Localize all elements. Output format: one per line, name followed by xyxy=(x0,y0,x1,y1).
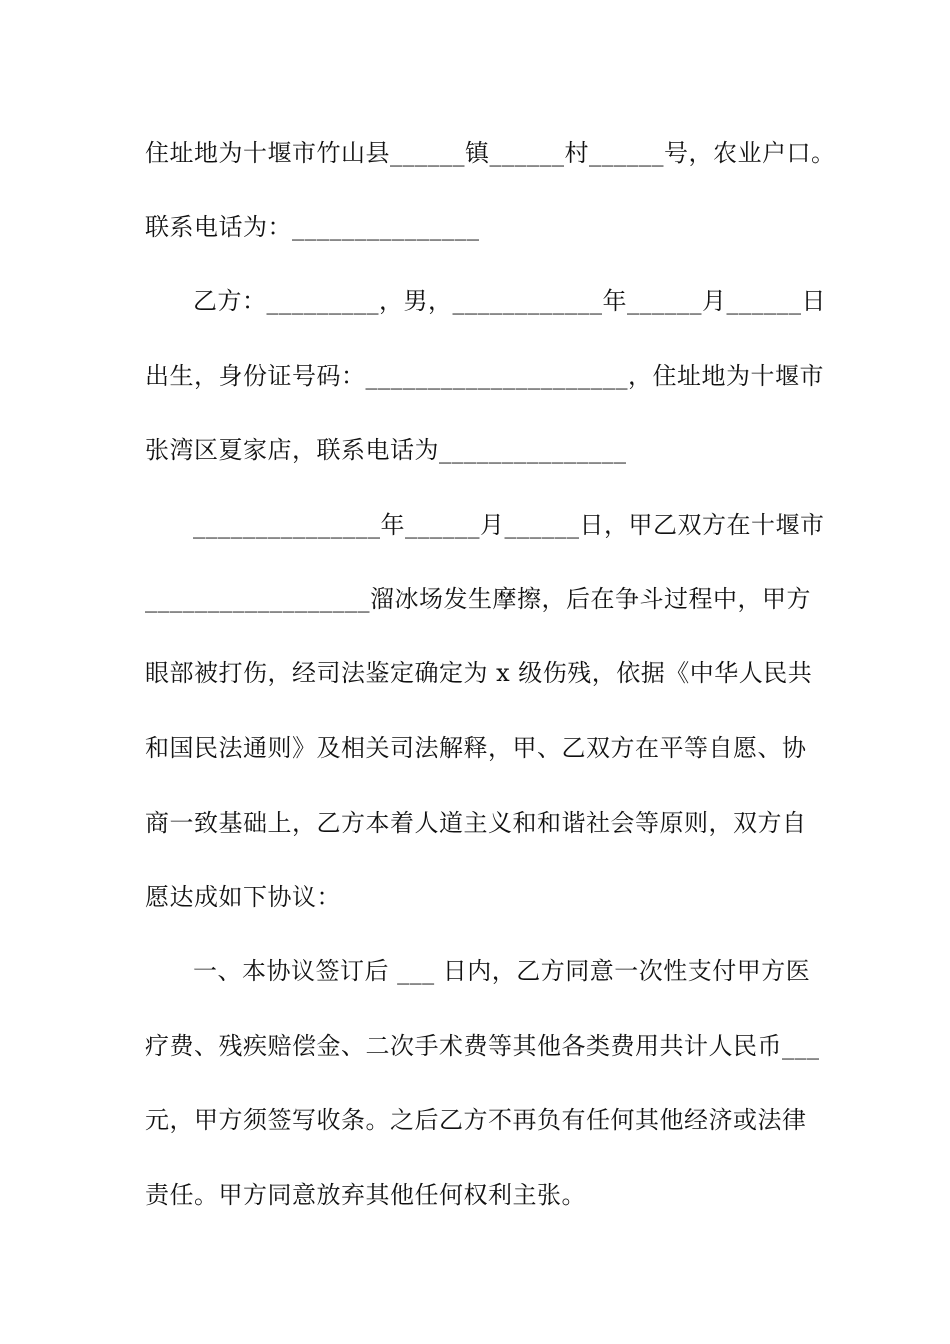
text-line: 元，甲方须签写收条。之后乙方不再负有任何其他经济或法律 xyxy=(145,1106,807,1134)
text-line: _______________年______月______日，甲乙双方在十堰市 xyxy=(193,511,825,539)
text-line: 眼部被打伤，经司法鉴定确定为 x 级伤残，依据《中华人民共 xyxy=(145,659,813,687)
text-line: 一、本协议签订后 ___ 日内，乙方同意一次性支付甲方医 xyxy=(193,957,811,985)
text-line: 住址地为十堰市竹山县______镇______村______号，农业户口。 xyxy=(145,139,836,167)
text-line: 商一致基础上，乙方本着人道主义和和谐社会等原则，双方自 xyxy=(145,809,807,837)
text-line: 联系电话为：_______________ xyxy=(145,213,480,241)
text-line: __________________溜冰场发生摩擦，后在争斗过程中，甲方 xyxy=(145,585,811,613)
text-line: 愿达成如下协议： xyxy=(145,883,341,911)
text-line: 出生，身份证号码：_____________________，住址地为十堰市 xyxy=(145,362,824,390)
text-line: 疗费、残疾赔偿金、二次手术费等其他各类费用共计人民币___ xyxy=(145,1032,820,1060)
text-line: 张湾区夏家店，联系电话为_______________ xyxy=(145,436,627,464)
text-line: 和国民法通则》及相关司法解释，甲、乙双方在平等自愿、协 xyxy=(145,734,807,762)
text-line: 责任。甲方同意放弃其他任何权利主张。 xyxy=(145,1181,586,1209)
text-line: 乙方：_________，男，____________年______月______日 xyxy=(193,287,826,315)
